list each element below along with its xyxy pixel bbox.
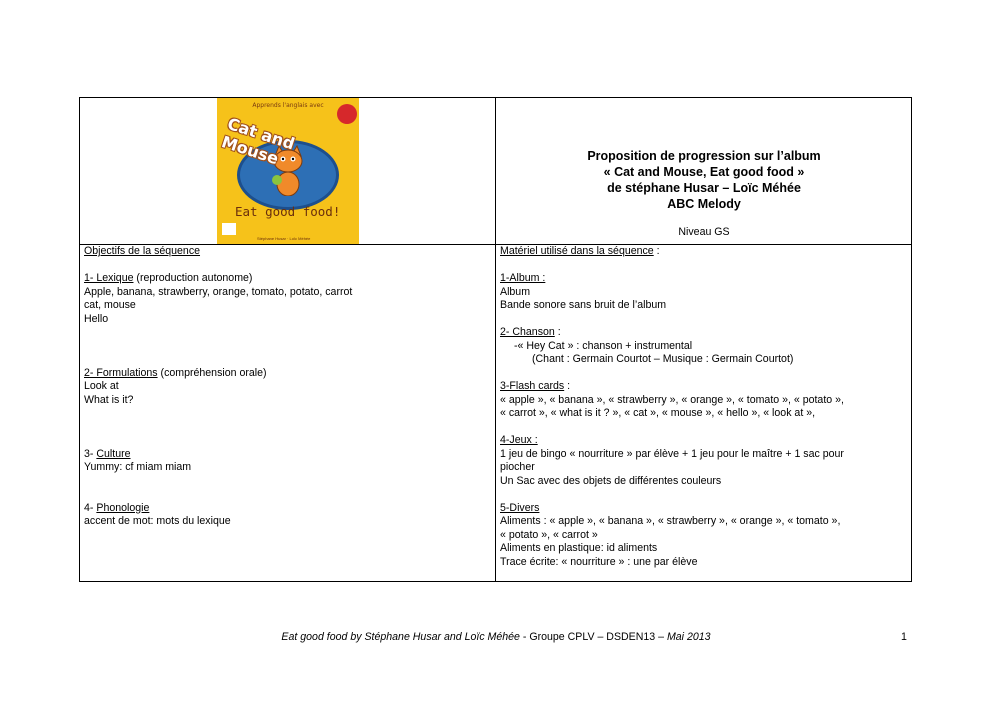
jeux-line: piocher <box>500 461 535 473</box>
cover-top-text: Apprends l'anglais avec <box>252 102 324 109</box>
jeux-line: Un Sac avec des objets de différentes couleurs <box>500 474 722 487</box>
divers-line: Aliments en plastique: id aliments <box>500 542 658 554</box>
culture-line: Yummy: cf miam miam <box>84 461 192 473</box>
divers-line: « potato », « carrot » <box>500 528 598 541</box>
materials-heading-suffix: : <box>653 245 660 257</box>
divers-title: 5-Divers <box>500 501 540 514</box>
flashcards-line: « apple », « banana », « strawberry », « orange », « tomato », « potato », <box>500 393 844 406</box>
jeux-line: 1 jeu de bingo « nourriture » par élève + 1 jeu pour le maître + 1 sac pour <box>500 447 844 460</box>
album-line: Album <box>500 285 531 298</box>
objectives-heading: Objectifs de la séquence <box>84 245 201 257</box>
cover-author: Stéphane Husar · Loïc Méhée <box>257 236 311 241</box>
formulations-line: Look at <box>84 380 119 392</box>
materials-heading: Matériel utilisé dans la séquence <box>500 245 654 257</box>
phonologie-line: accent de mot: mots du lexique <box>84 515 231 527</box>
progression-table <box>79 97 912 582</box>
chanson-line: -« Hey Cat » : chanson + instrumental <box>514 339 693 352</box>
jeux-title: 4-Jeux : <box>500 434 538 446</box>
niveau-label: Niveau GS <box>678 226 730 238</box>
flashcards-title: 3-Flash cards <box>500 380 565 392</box>
phonologie-prefix: 4- <box>84 501 97 514</box>
cover-bottom-title: Eat good food! <box>235 204 341 219</box>
materials-column <box>500 245 908 569</box>
album-cover-image <box>217 98 359 244</box>
chanson-suffix: : <box>554 326 561 338</box>
chanson-title: 2- Chanson <box>500 326 555 338</box>
title-line-3: de stéphane Husar – Loïc Méhée <box>607 181 801 195</box>
cover-badge-icon <box>337 104 357 124</box>
title-line-2: « Cat and Mouse, Eat good food » <box>603 165 805 179</box>
flashcards-suffix: : <box>564 380 571 392</box>
culture-title: Culture <box>96 447 131 460</box>
document-title <box>496 148 912 212</box>
lexique-line: Hello <box>84 312 109 325</box>
title-line-1: Proposition de progression sur l’album <box>587 149 821 163</box>
footer-group: - Groupe CPLV – DSDEN13 – <box>519 631 667 643</box>
cover-title: Cat and Mouse <box>219 114 298 169</box>
publisher-logo <box>222 223 236 235</box>
divers-line: Aliments : « apple », « banana », « strawberry », « orange », « tomato », <box>500 515 841 527</box>
objectives-column <box>84 245 489 529</box>
chanson-credits: (Chant : Germain Courtot – Musique : Germain Courtot) <box>532 353 794 365</box>
flashcards-line: « carrot », « what is it ? », « cat », « mouse », « hello », « look at », <box>500 407 816 419</box>
footer-title: Eat good food by Stéphane Husar and Loïc Méhée <box>281 631 520 643</box>
formulations-line: What is it? <box>84 393 134 406</box>
page-footer <box>0 631 992 643</box>
culture-prefix: 3- <box>84 447 97 460</box>
title-line-4: ABC Melody <box>667 197 741 211</box>
page-number: 1 <box>901 631 907 643</box>
lexique-line: Apple, banana, strawberry, orange, tomato, potato, carrot <box>84 285 353 298</box>
formulations-note: (compréhension orale) <box>157 366 267 379</box>
lexique-line: cat, mouse <box>84 299 136 311</box>
album-line: Bande sonore sans bruit de l’album <box>500 299 667 311</box>
footer-date: Mai 2013 <box>666 631 711 643</box>
lexique-title: 1- Lexique <box>84 272 134 284</box>
phonologie-title: Phonologie <box>96 501 150 514</box>
divers-line: Trace écrite: « nourriture » : une par élève <box>500 555 698 568</box>
album-title: 1-Album : <box>500 272 546 284</box>
formulations-title: 2- Formulations <box>84 366 158 379</box>
lexique-note: (reproduction autonome) <box>133 272 253 284</box>
